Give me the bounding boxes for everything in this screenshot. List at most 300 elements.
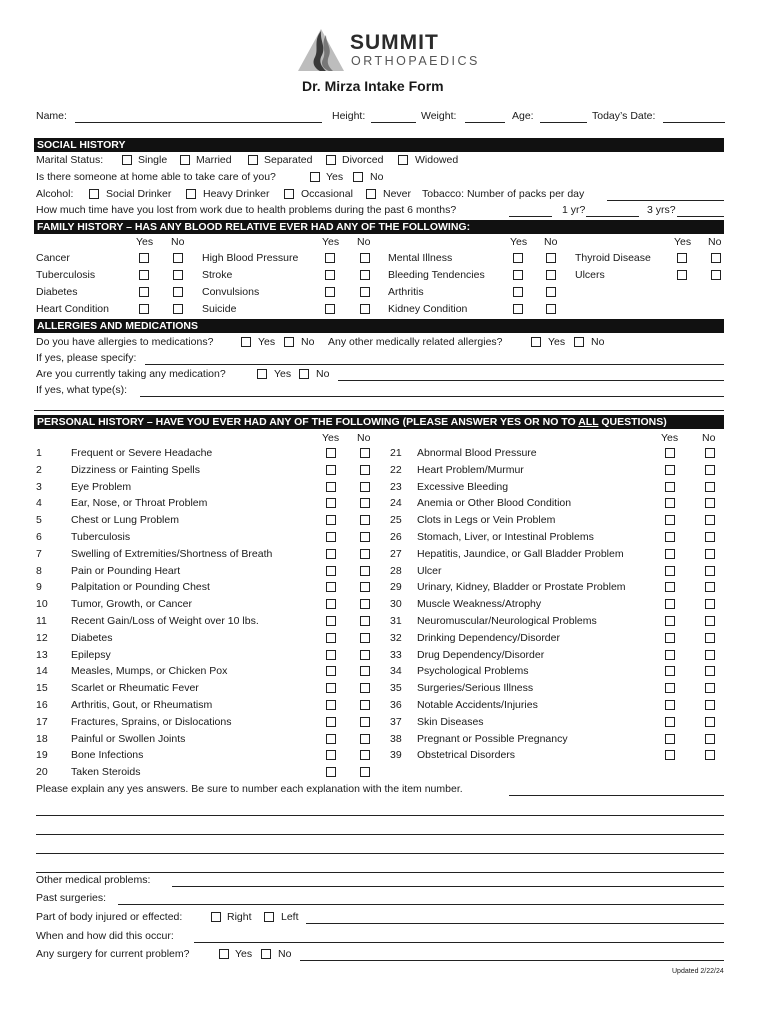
personal-no-checkbox[interactable] <box>705 616 715 626</box>
personal-heading-end: QUESTIONS) <box>598 416 667 428</box>
personal-item-number: 8 <box>36 564 42 577</box>
allergies-heading: ALLERGIES AND MEDICATIONS <box>34 319 724 333</box>
family-condition-label: High Blood Pressure <box>202 252 299 264</box>
marital-option: Separated <box>264 154 313 166</box>
personal-no-checkbox[interactable] <box>705 650 715 660</box>
body-left-label: Left <box>281 911 299 923</box>
personal-item-label: Surgeries/Serious Illness <box>417 682 534 695</box>
family-no-checkbox[interactable] <box>546 270 556 280</box>
alcohol-never-checkbox[interactable] <box>366 189 376 199</box>
family-condition-label: Convulsions <box>202 286 260 298</box>
personal-yes-checkbox[interactable] <box>326 734 336 744</box>
personal-no-checkbox[interactable] <box>360 666 370 676</box>
personal-no-checkbox[interactable] <box>705 549 715 559</box>
personal-item-number: 31 <box>390 615 402 627</box>
personal-item-label: Fractures, Sprains, or Dislocations <box>71 715 232 728</box>
personal-no-checkbox[interactable] <box>360 549 370 559</box>
past-surgeries-label: Past surgeries: <box>36 892 107 904</box>
family-condition-label: Diabetes <box>36 286 78 298</box>
one-yr-label: 1 yr? <box>562 204 586 216</box>
personal-item-number: 9 <box>36 581 42 594</box>
personal-no-header: No <box>357 432 371 444</box>
personal-item-label: Psychological Problems <box>417 665 529 678</box>
logo-brand: SUMMIT <box>350 31 439 54</box>
family-no-checkbox[interactable] <box>711 270 721 280</box>
family-yes-header: Yes <box>674 236 692 248</box>
personal-no-checkbox[interactable] <box>705 498 715 508</box>
personal-item-label: Eye Problem <box>71 480 132 493</box>
family-yes-checkbox[interactable] <box>677 253 687 263</box>
personal-yes-checkbox[interactable] <box>665 549 675 559</box>
name-field[interactable] <box>75 122 322 123</box>
personal-item-label: Urinary, Kidney, Bladder or Prostate Problem <box>417 581 626 594</box>
care-no-checkbox[interactable] <box>353 172 363 182</box>
personal-yes-checkbox[interactable] <box>665 482 675 492</box>
personal-item-label: Hepatitis, Jaundice, or Gall Bladder Problem <box>417 547 624 560</box>
surgery-current-label: Any surgery for current problem? <box>36 948 190 960</box>
marital-widowed-checkbox[interactable] <box>398 155 408 165</box>
personal-yes-checkbox[interactable] <box>326 633 336 643</box>
personal-yes-checkbox[interactable] <box>326 717 336 727</box>
allergy-med-no-checkbox[interactable] <box>284 337 294 347</box>
personal-yes-checkbox[interactable] <box>665 599 675 609</box>
personal-item-number: 28 <box>390 564 402 577</box>
personal-item-number: 15 <box>36 682 48 695</box>
personal-item-label: Swelling of Extremities/Shortness of Breath <box>71 547 273 560</box>
family-no-header: No <box>357 236 371 248</box>
family-yes-checkbox[interactable] <box>325 270 335 280</box>
when-how-label: When and how did this occur: <box>36 930 174 942</box>
alcohol-label: Alcohol: <box>36 188 74 200</box>
personal-no-checkbox[interactable] <box>360 767 370 777</box>
personal-yes-checkbox[interactable] <box>326 750 336 760</box>
personal-item-label: Chest or Lung Problem <box>71 514 179 527</box>
personal-no-checkbox[interactable] <box>705 465 715 475</box>
personal-item-number: 34 <box>390 665 402 678</box>
personal-yes-header: Yes <box>322 432 340 444</box>
personal-yes-checkbox[interactable] <box>665 498 675 508</box>
personal-item-number: 18 <box>36 732 48 745</box>
personal-no-checkbox[interactable] <box>360 734 370 744</box>
personal-item-number: 26 <box>390 531 402 543</box>
personal-no-checkbox[interactable] <box>705 633 715 643</box>
medication-yes-checkbox[interactable] <box>257 369 267 379</box>
allergy-med-no-label: No <box>301 336 315 348</box>
personal-item-label: Dizziness or Fainting Spells <box>71 463 200 476</box>
personal-item-number: 6 <box>36 531 42 543</box>
personal-no-checkbox[interactable] <box>360 515 370 525</box>
family-no-checkbox[interactable] <box>173 253 183 263</box>
personal-yes-checkbox[interactable] <box>326 683 336 693</box>
personal-no-checkbox[interactable] <box>705 666 715 676</box>
personal-item-label: Recent Gain/Loss of Weight over 10 lbs. <box>71 615 259 627</box>
family-no-checkbox[interactable] <box>546 304 556 314</box>
personal-yes-checkbox[interactable] <box>665 448 675 458</box>
family-no-checkbox[interactable] <box>360 287 370 297</box>
personal-yes-checkbox[interactable] <box>665 750 675 760</box>
personal-no-checkbox[interactable] <box>705 566 715 576</box>
personal-yes-checkbox[interactable] <box>665 717 675 727</box>
body-left-checkbox[interactable] <box>264 912 274 922</box>
marital-status-label: Marital Status: <box>36 154 104 166</box>
when-how-field[interactable] <box>194 942 724 943</box>
personal-item-label: Drinking Dependency/Disorder <box>417 631 560 644</box>
personal-no-checkbox[interactable] <box>360 566 370 576</box>
personal-no-checkbox[interactable] <box>360 482 370 492</box>
personal-item-number: 4 <box>36 497 42 510</box>
family-condition-label: Arthritis <box>388 286 424 298</box>
family-no-checkbox[interactable] <box>360 270 370 280</box>
family-condition-label: Mental Illness <box>388 252 453 264</box>
personal-item-label: Tumor, Growth, or Cancer <box>71 598 192 611</box>
personal-yes-checkbox[interactable] <box>665 532 675 542</box>
allergy-med-yes-label: Yes <box>258 336 276 348</box>
name-label: Name: <box>36 110 67 122</box>
family-condition-label: Kidney Condition <box>388 303 468 315</box>
personal-item-label: Palpitation or Pounding Chest <box>71 581 210 594</box>
personal-item-number: 3 <box>36 480 42 493</box>
alcohol-option: Social Drinker <box>106 188 172 200</box>
family-yes-checkbox[interactable] <box>139 253 149 263</box>
marital-single-checkbox[interactable] <box>122 155 132 165</box>
personal-item-label: Ulcer <box>417 564 442 577</box>
personal-item-number: 19 <box>36 749 48 762</box>
personal-item-label: Diabetes <box>71 631 113 644</box>
explain-field[interactable] <box>509 795 724 796</box>
personal-heading-all: ALL <box>578 416 599 428</box>
family-no-checkbox[interactable] <box>173 304 183 314</box>
personal-item-label: Pregnant or Possible Pregnancy <box>417 732 568 745</box>
personal-yes-checkbox[interactable] <box>326 650 336 660</box>
personal-no-checkbox[interactable] <box>705 734 715 744</box>
personal-yes-checkbox[interactable] <box>326 566 336 576</box>
personal-yes-checkbox[interactable] <box>665 566 675 576</box>
personal-yes-checkbox[interactable] <box>665 700 675 710</box>
surgery-no-label: No <box>278 948 292 960</box>
personal-item-label: Measles, Mumps, or Chicken Pox <box>71 665 228 678</box>
alcohol-social-checkbox[interactable] <box>89 189 99 199</box>
personal-item-label: Stomach, Liver, or Intestinal Problems <box>417 531 594 543</box>
care-no-label: No <box>370 171 384 183</box>
body-part-field[interactable] <box>306 923 724 924</box>
personal-history-heading <box>34 415 724 429</box>
personal-item-label: Arthritis, Gout, or Rheumatism <box>71 699 213 711</box>
personal-item-number: 35 <box>390 682 402 695</box>
form-title: Dr. Mirza Intake Form <box>302 78 444 94</box>
personal-yes-checkbox[interactable] <box>665 734 675 744</box>
personal-item-number: 36 <box>390 699 402 711</box>
personal-yes-checkbox[interactable] <box>326 482 336 492</box>
social-history-heading: SOCIAL HISTORY <box>34 138 724 152</box>
family-no-header: No <box>544 236 558 248</box>
personal-yes-checkbox[interactable] <box>665 465 675 475</box>
personal-no-checkbox[interactable] <box>705 700 715 710</box>
personal-no-checkbox[interactable] <box>705 683 715 693</box>
family-yes-header: Yes <box>510 236 528 248</box>
marital-divorced-checkbox[interactable] <box>326 155 336 165</box>
personal-item-number: 32 <box>390 631 402 644</box>
personal-item-label: Epilepsy <box>71 648 111 661</box>
personal-no-checkbox[interactable] <box>360 599 370 609</box>
allergy-specify-label: If yes, please specify: <box>36 352 137 364</box>
personal-yes-checkbox[interactable] <box>326 515 336 525</box>
age-label: Age: <box>512 110 534 122</box>
family-yes-checkbox[interactable] <box>513 270 523 280</box>
family-no-header: No <box>171 236 185 248</box>
personal-no-checkbox[interactable] <box>360 717 370 727</box>
personal-yes-checkbox[interactable] <box>665 515 675 525</box>
family-no-checkbox[interactable] <box>711 253 721 263</box>
age-field[interactable] <box>540 122 587 123</box>
surgery-yes-checkbox[interactable] <box>219 949 229 959</box>
personal-yes-checkbox[interactable] <box>326 498 336 508</box>
other-problems-label: Other medical problems: <box>36 874 151 886</box>
personal-item-label: Muscle Weakness/Atrophy <box>417 598 542 611</box>
personal-item-number: 2 <box>36 463 42 476</box>
care-yes-label: Yes <box>326 171 344 183</box>
medication-types-label: If yes, what type(s): <box>36 384 128 396</box>
personal-no-checkbox[interactable] <box>705 448 715 458</box>
weight-field[interactable] <box>465 122 505 123</box>
personal-yes-checkbox[interactable] <box>326 767 336 777</box>
medication-no-checkbox[interactable] <box>299 369 309 379</box>
personal-item-label: Bone Infections <box>71 749 144 762</box>
alcohol-option: Heavy Drinker <box>203 188 270 200</box>
personal-item-number: 25 <box>390 514 402 527</box>
personal-no-checkbox[interactable] <box>360 582 370 592</box>
body-right-label: Right <box>227 911 252 923</box>
personal-no-checkbox[interactable] <box>705 717 715 727</box>
personal-item-number: 22 <box>390 463 402 476</box>
personal-no-checkbox[interactable] <box>360 616 370 626</box>
personal-item-label: Scarlet or Rheumatic Fever <box>71 682 199 695</box>
alcohol-option: Occasional <box>301 188 353 200</box>
surgery-current-field[interactable] <box>300 960 724 961</box>
personal-item-label: Frequent or Severe Headache <box>71 447 213 459</box>
personal-no-checkbox[interactable] <box>705 750 715 760</box>
allergy-specify-field[interactable] <box>145 364 724 365</box>
personal-item-label: Anemia or Other Blood Condition <box>417 497 572 510</box>
personal-item-label: Notable Accidents/Injuries <box>417 699 538 711</box>
family-yes-checkbox[interactable] <box>325 253 335 263</box>
allergy-other-no-label: No <box>591 336 605 348</box>
personal-item-number: 29 <box>390 581 402 594</box>
personal-yes-checkbox[interactable] <box>665 582 675 592</box>
work-6mo-field[interactable] <box>509 216 552 217</box>
family-no-checkbox[interactable] <box>173 287 183 297</box>
body-right-checkbox[interactable] <box>211 912 221 922</box>
personal-yes-header: Yes <box>661 432 679 444</box>
personal-yes-checkbox[interactable] <box>326 666 336 676</box>
personal-item-label: Abnormal Blood Pressure <box>417 447 537 459</box>
marital-separated-checkbox[interactable] <box>248 155 258 165</box>
tobacco-label: Tobacco: Number of packs per day <box>422 188 585 200</box>
personal-yes-checkbox[interactable] <box>326 616 336 626</box>
personal-no-checkbox[interactable] <box>360 633 370 643</box>
personal-item-number: 14 <box>36 665 48 678</box>
personal-yes-checkbox[interactable] <box>326 448 336 458</box>
personal-item-label: Heart Problem/Murmur <box>417 463 524 476</box>
personal-item-number: 5 <box>36 514 42 527</box>
personal-item-number: 1 <box>36 447 42 459</box>
allergy-other-yes-label: Yes <box>548 336 566 348</box>
personal-yes-checkbox[interactable] <box>665 616 675 626</box>
personal-item-number: 33 <box>390 648 402 661</box>
allergy-other-yes-checkbox[interactable] <box>531 337 541 347</box>
family-yes-checkbox[interactable] <box>325 287 335 297</box>
marital-married-checkbox[interactable] <box>180 155 190 165</box>
personal-no-checkbox[interactable] <box>360 532 370 542</box>
family-yes-checkbox[interactable] <box>513 304 523 314</box>
medication-field[interactable] <box>338 380 724 381</box>
logo-subtitle: ORTHOPAEDICS <box>351 54 480 68</box>
family-yes-checkbox[interactable] <box>513 253 523 263</box>
alcohol-option: Never <box>383 188 412 200</box>
personal-item-label: Pain or Pounding Heart <box>71 564 181 577</box>
family-history-heading: FAMILY HISTORY – HAS ANY BLOOD RELATIVE EVER HAD ANY OF THE FOLLOWING: <box>34 220 724 234</box>
personal-item-number: 30 <box>390 598 402 611</box>
family-condition-label: Tuberculosis <box>36 269 96 281</box>
allergy-med-yes-checkbox[interactable] <box>241 337 251 347</box>
personal-item-number: 37 <box>390 715 402 728</box>
family-yes-checkbox[interactable] <box>325 304 335 314</box>
personal-item-label: Skin Diseases <box>417 715 484 728</box>
personal-yes-checkbox[interactable] <box>665 666 675 676</box>
personal-item-label: Neuromuscular/Neurological Problems <box>417 615 597 627</box>
date-field[interactable] <box>663 122 725 123</box>
personal-yes-checkbox[interactable] <box>326 549 336 559</box>
family-no-checkbox[interactable] <box>360 304 370 314</box>
personal-yes-checkbox[interactable] <box>326 599 336 609</box>
surgery-yes-label: Yes <box>235 948 253 960</box>
personal-item-number: 12 <box>36 631 48 644</box>
alcohol-occasional-checkbox[interactable] <box>284 189 294 199</box>
personal-item-label: Ear, Nose, or Throat Problem <box>71 497 208 510</box>
personal-item-number: 23 <box>390 480 402 493</box>
personal-no-checkbox[interactable] <box>705 532 715 542</box>
family-no-checkbox[interactable] <box>546 253 556 263</box>
medication-types-field-2[interactable] <box>34 410 724 411</box>
family-yes-checkbox[interactable] <box>677 270 687 280</box>
family-condition-label: Cancer <box>36 252 70 264</box>
family-condition-label: Ulcers <box>575 269 605 281</box>
explain-label: Please explain any yes answers. Be sure to number each explanation with the item number. <box>36 783 463 795</box>
care-yes-checkbox[interactable] <box>310 172 320 182</box>
height-field[interactable] <box>371 122 416 123</box>
family-no-checkbox[interactable] <box>546 287 556 297</box>
personal-item-number: 38 <box>390 732 402 745</box>
personal-item-label: Painful or Swollen Joints <box>71 732 186 745</box>
marital-option: Widowed <box>415 154 459 166</box>
weight-label: Weight: <box>421 110 457 122</box>
family-no-checkbox[interactable] <box>173 270 183 280</box>
personal-yes-checkbox[interactable] <box>326 700 336 710</box>
allergy-other-no-checkbox[interactable] <box>574 337 584 347</box>
work-question: How much time have you lost from work due to health problems during the past 6 months? <box>36 204 457 216</box>
updated-date: Updated 2/22/24 <box>672 968 724 975</box>
care-question: Is there someone at home able to take care of you? <box>36 171 276 183</box>
personal-item-number: 11 <box>36 615 47 627</box>
marital-option: Married <box>196 154 232 166</box>
personal-item-number: 24 <box>390 497 402 510</box>
personal-item-label: Drug Dependency/Disorder <box>417 648 545 661</box>
past-surgeries-field[interactable] <box>118 904 724 905</box>
medication-question: Are you currently taking any medication? <box>36 368 226 380</box>
medication-types-field[interactable] <box>140 396 724 397</box>
personal-item-number: 20 <box>36 766 48 779</box>
personal-yes-checkbox[interactable] <box>665 633 675 643</box>
personal-yes-checkbox[interactable] <box>326 465 336 475</box>
personal-no-checkbox[interactable] <box>360 465 370 475</box>
work-3yr-field[interactable] <box>677 216 724 217</box>
tobacco-field[interactable] <box>607 200 724 201</box>
personal-item-label: Taken Steroids <box>71 766 141 779</box>
personal-yes-checkbox[interactable] <box>326 582 336 592</box>
family-yes-checkbox[interactable] <box>139 287 149 297</box>
personal-no-checkbox[interactable] <box>360 650 370 660</box>
personal-heading-text: PERSONAL HISTORY – HAVE YOU EVER HAD ANY OF THE FOLLOWING (PLEASE ANSWER YES OR NO TO <box>37 416 579 428</box>
family-yes-checkbox[interactable] <box>139 304 149 314</box>
personal-no-checkbox[interactable] <box>705 515 715 525</box>
medication-yes-label: Yes <box>274 368 292 380</box>
family-yes-checkbox[interactable] <box>513 287 523 297</box>
personal-item-number: 21 <box>390 447 402 459</box>
family-yes-header: Yes <box>322 236 340 248</box>
personal-no-checkbox[interactable] <box>705 482 715 492</box>
family-condition-label: Thyroid Disease <box>575 252 651 264</box>
marital-option: Divorced <box>342 154 384 166</box>
height-label: Height: <box>332 110 366 122</box>
personal-no-checkbox[interactable] <box>705 599 715 609</box>
personal-no-checkbox[interactable] <box>360 700 370 710</box>
allergy-med-question: Do you have allergies to medications? <box>36 336 214 348</box>
personal-item-number: 7 <box>36 547 42 560</box>
family-yes-header: Yes <box>136 236 154 248</box>
personal-yes-checkbox[interactable] <box>326 532 336 542</box>
personal-no-checkbox[interactable] <box>360 750 370 760</box>
family-yes-checkbox[interactable] <box>139 270 149 280</box>
personal-no-checkbox[interactable] <box>360 498 370 508</box>
alcohol-heavy-checkbox[interactable] <box>186 189 196 199</box>
other-problems-field[interactable] <box>172 886 724 887</box>
explain-line[interactable] <box>36 834 724 835</box>
explain-line[interactable] <box>36 872 724 873</box>
personal-item-number: 10 <box>36 598 48 611</box>
personal-no-header: No <box>702 432 716 444</box>
personal-item-label: Clots in Legs or Vein Problem <box>417 514 556 527</box>
three-yrs-label: 3 yrs? <box>647 204 676 216</box>
personal-item-number: 27 <box>390 547 402 560</box>
family-condition-label: Bleeding Tendencies <box>388 269 485 281</box>
personal-yes-checkbox[interactable] <box>665 650 675 660</box>
personal-yes-checkbox[interactable] <box>665 683 675 693</box>
family-no-checkbox[interactable] <box>360 253 370 263</box>
personal-item-number: 17 <box>36 715 48 728</box>
personal-no-checkbox[interactable] <box>705 582 715 592</box>
date-label: Today’s Date: <box>592 110 656 122</box>
personal-item-number: 39 <box>390 749 402 762</box>
personal-item-label: Obstetrical Disorders <box>417 749 516 762</box>
personal-no-checkbox[interactable] <box>360 448 370 458</box>
personal-item-number: 13 <box>36 648 48 661</box>
family-no-header: No <box>708 236 722 248</box>
explain-line[interactable] <box>36 853 724 854</box>
work-1yr-field[interactable] <box>586 216 639 217</box>
personal-no-checkbox[interactable] <box>360 683 370 693</box>
family-condition-label: Heart Condition <box>36 303 109 315</box>
explain-line[interactable] <box>36 815 724 816</box>
surgery-no-checkbox[interactable] <box>261 949 271 959</box>
